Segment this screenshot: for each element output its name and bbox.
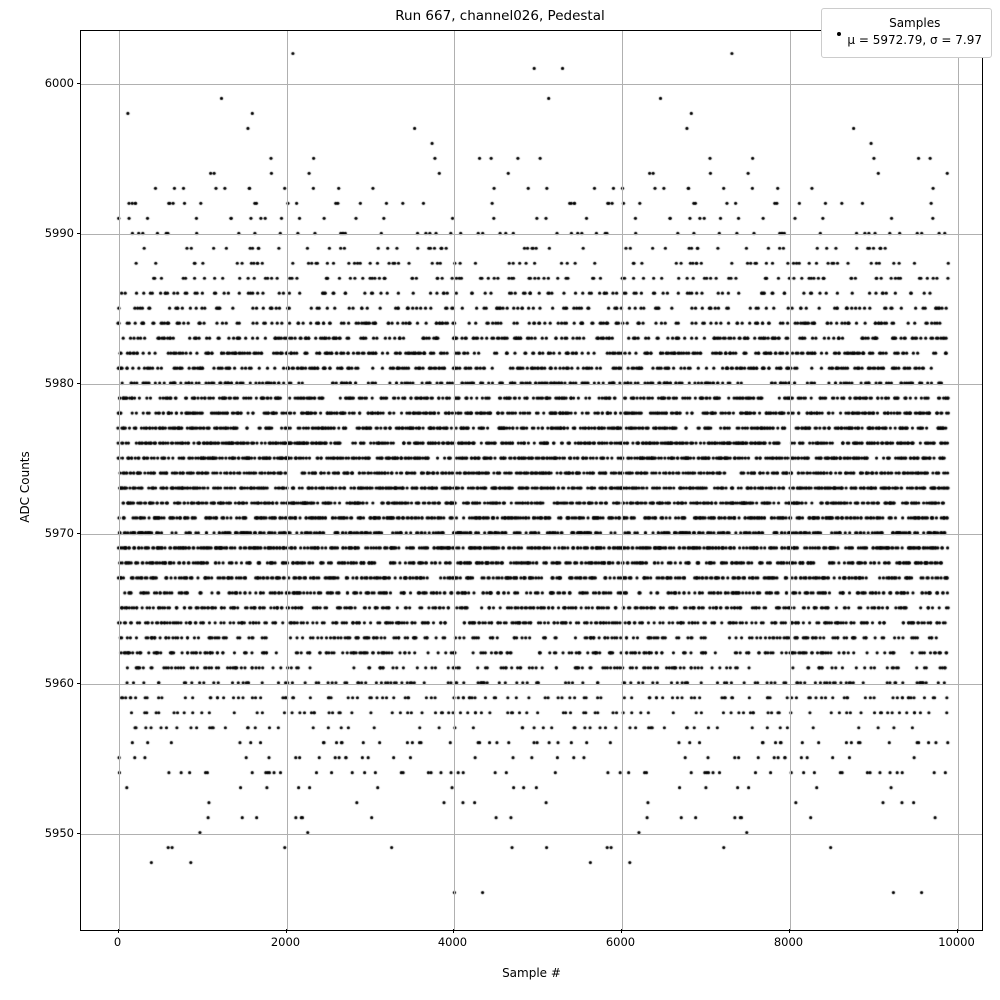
- scatter-points: [81, 31, 983, 931]
- gridline-horizontal: [81, 234, 982, 235]
- legend-stats: μ = 5972.79, σ = 7.97: [847, 33, 982, 48]
- gridline-vertical: [287, 31, 288, 930]
- gridline-vertical: [119, 31, 120, 930]
- gridline-horizontal: [81, 384, 982, 385]
- page-title: Run 667, channel026, Pedestal: [395, 8, 605, 24]
- plot-area: [80, 30, 983, 931]
- x-tick-label: 0: [113, 935, 122, 949]
- gridline-horizontal: [81, 84, 982, 85]
- x-axis-label: Sample #: [502, 966, 561, 980]
- gridline-horizontal: [81, 684, 982, 685]
- gridline-vertical: [958, 31, 959, 930]
- x-tick-label: 6000: [605, 935, 636, 949]
- y-tick: [77, 233, 81, 234]
- x-tick-label: 10000: [938, 935, 975, 949]
- x-tick-label: 8000: [773, 935, 804, 949]
- y-tick-label: 5960: [44, 675, 74, 690]
- legend-marker-icon: [831, 24, 847, 41]
- y-tick-label: 6000: [44, 75, 74, 90]
- y-tick-label: 5980: [44, 375, 74, 390]
- legend-title: Samples: [889, 16, 941, 30]
- y-tick-label: 5970: [44, 525, 74, 540]
- y-tick: [77, 383, 81, 384]
- x-tick-label: 4000: [437, 935, 468, 949]
- y-tick: [77, 833, 81, 834]
- x-tick: [789, 929, 790, 933]
- y-axis-label: ADC Counts: [18, 451, 32, 523]
- x-tick: [453, 929, 454, 933]
- gridline-vertical: [622, 31, 623, 930]
- gridline-vertical: [454, 31, 455, 930]
- y-tick: [77, 83, 81, 84]
- gridline-horizontal: [81, 834, 982, 835]
- gridline-horizontal: [81, 534, 982, 535]
- x-tick: [118, 929, 119, 933]
- x-tick-label: 2000: [270, 935, 301, 949]
- y-tick: [77, 683, 81, 684]
- x-tick: [957, 929, 958, 933]
- y-tick: [77, 533, 81, 534]
- y-tick-label: 5990: [44, 225, 74, 240]
- x-tick: [286, 929, 287, 933]
- x-tick: [621, 929, 622, 933]
- y-tick-label: 5950: [44, 825, 74, 840]
- gridline-vertical: [790, 31, 791, 930]
- legend: [821, 8, 992, 58]
